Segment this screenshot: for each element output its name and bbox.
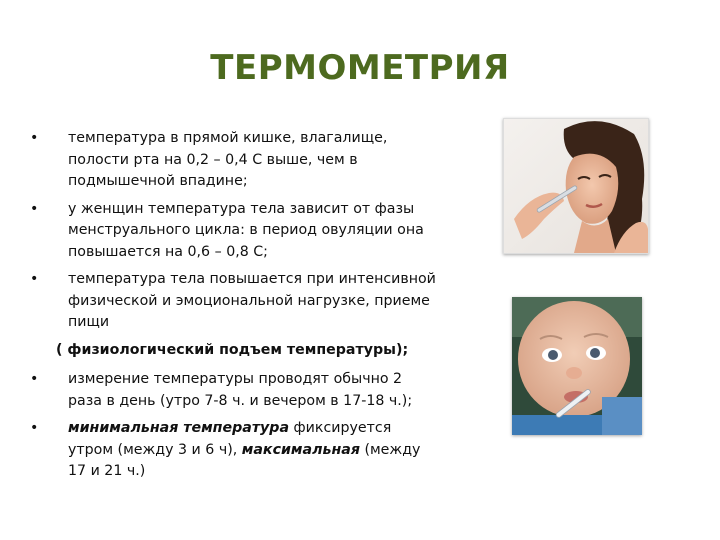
bullet-text: у женщин температура тела зависит от фазы менструального цикла: в период овуляции она повышается на 0,6 – 0,8 С; — [68, 200, 424, 260]
list-item — [30, 269, 440, 334]
bullet-dot: • — [30, 271, 39, 287]
bullet-text — [68, 420, 420, 479]
bullet-text: температура тела повышается при интенсивной физической и эмоциональной нагрузке, приеме пищи — [68, 271, 436, 330]
bullet-text: измерение температуры проводят обычно 2 раза в день (утро 7-8 ч. и вечером в 17-18 ч.); — [68, 371, 413, 409]
bullet-list — [30, 128, 440, 489]
slide-title: ТЕРМОМЕТРИЯ — [210, 48, 510, 88]
bullet-text: температура в прямой кишке, влагалище, полости рта на 0,2 – 0,4 С выше, чем в подмышечной впадине; — [68, 130, 388, 189]
max-temp-emphasis: максимальная — [241, 441, 360, 458]
list-item — [30, 369, 440, 412]
bullet-dot: • — [30, 371, 39, 387]
bullet-text-part: фиксируется утром (между 3 и 6 ч), — [68, 420, 392, 458]
bullet-text-part: (между 17 и 21 ч.) — [68, 441, 421, 479]
physiological-rise-note: ( физиологический подъем температуры); — [56, 341, 409, 358]
min-temp-emphasis: минимальная температура — [68, 420, 290, 436]
list-item — [30, 199, 440, 264]
bullet-dot: • — [30, 200, 39, 217]
list-item — [30, 418, 440, 483]
woman-with-thermometer-photo — [503, 118, 649, 254]
child-with-thermometer-photo — [512, 297, 642, 435]
bullet-dot: • — [30, 130, 39, 146]
bullet-dot: • — [30, 420, 39, 436]
list-item — [30, 128, 440, 193]
